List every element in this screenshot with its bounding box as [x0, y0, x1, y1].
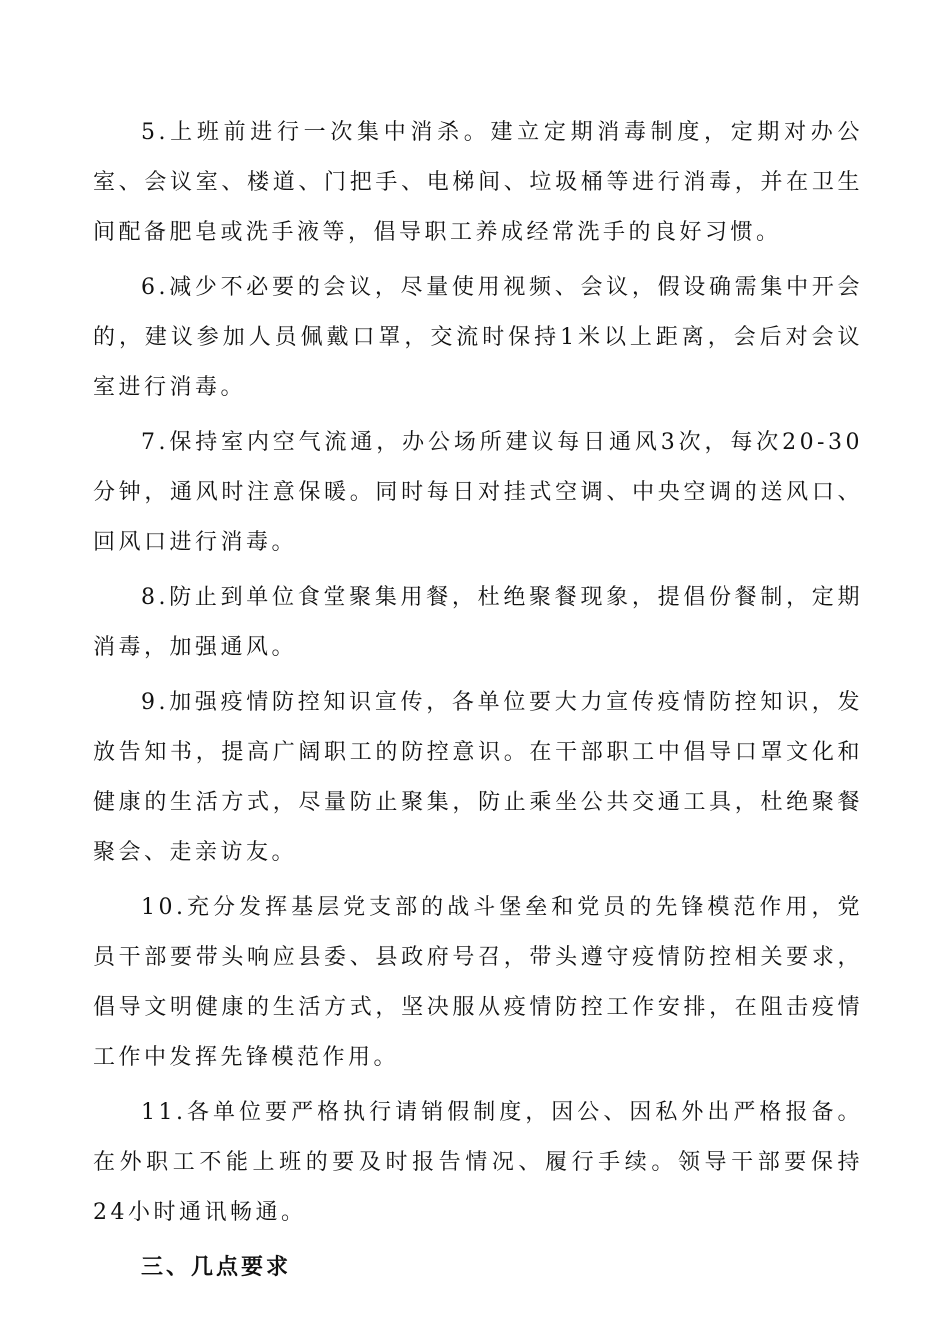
section-heading: 三、几点要求 — [141, 1255, 292, 1280]
paragraph-11: 11.各单位要严格执行请销假制度，因公、因私外出严格报备。在外职工不能上班的要及时报告情况、履行手续。领导干部要保持24小时通讯畅通。 — [93, 1100, 863, 1225]
document-body — [93, 108, 863, 1293]
paragraph-7: 7.保持室内空气流通，办公场所建议每日通风3次，每次20-30分钟，通风时注意保暖。同时每日对挂式空调、中央空调的送风口、回风口进行消毒。 — [93, 430, 863, 555]
paragraph-5: 5.上班前进行一次集中消杀。建立定期消毒制度，定期对办公室、会议室、楼道、门把手、电梯间、垃圾桶等进行消毒，并在卫生间配备肥皂或洗手液等，倡导职工养成经常洗手的良好习惯。 — [93, 120, 863, 245]
paragraph-9: 9.加强疫情防控知识宣传，各单位要大力宣传疫情防控知识，发放告知书，提高广阔职工的防控意识。在干部职工中倡导口罩文化和健康的生活方式，尽量防止聚集，防止乘坐公共交通工具，杜绝聚餐聚会、走亲访友。 — [93, 690, 863, 865]
paragraph-10: 10.充分发挥基层党支部的战斗堡垒和党员的先锋模范作用，党员干部要带头响应县委、县政府号召，带头遵守疫情防控相关要求，倡导文明健康的生活方式，坚决服从疫情防控工作安排，在阻击疫情工作中发挥先锋模范作用。 — [93, 895, 863, 1070]
paragraph-6: 6.减少不必要的会议，尽量使用视频、会议，假设确需集中开会的，建议参加人员佩戴口罩，交流时保持1米以上距离，会后对会议室进行消毒。 — [93, 275, 863, 400]
paragraph-8: 8.防止到单位食堂聚集用餐，杜绝聚餐现象，提倡份餐制，定期消毒，加强通风。 — [93, 585, 863, 660]
